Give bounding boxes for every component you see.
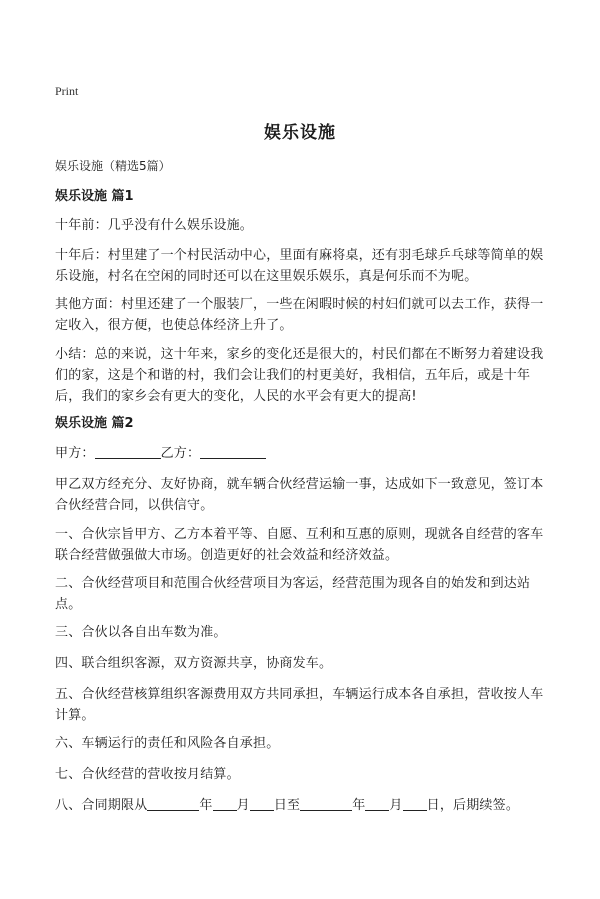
section-2-heading: 娱乐设施 篇2 (55, 416, 134, 431)
section-2-paragraph-2: 一、合伙宗旨甲方、乙方本着平等、自愿、互利和互惠的原则，现就各自经营的客车联合经营做强做大市场。创造更好的社会效益和经济效益。 (55, 527, 544, 563)
print-link[interactable]: Print (55, 84, 79, 98)
end-month-blank (365, 797, 389, 811)
term-day-to: 日至 (273, 798, 301, 813)
term-prefix: 八、合同期限从 (55, 798, 148, 813)
start-day-blank (250, 797, 274, 811)
party-b-blank (200, 445, 266, 459)
section-2-paragraph-8: 七、合伙经营的营收按月结算。 (55, 767, 240, 782)
page-subtitle: 娱乐设施（精选5篇） (55, 159, 171, 173)
term-month-2: 月 (389, 798, 403, 813)
end-day-blank (403, 797, 427, 811)
term-month-1: 月 (236, 798, 250, 813)
party-a-label: 甲方： (55, 446, 95, 461)
section-1-paragraph-1: 十年前：几乎没有什么娱乐设施。 (55, 218, 254, 233)
section-2-paragraph-7: 六、车辆运行的责任和风险各自承担。 (55, 736, 280, 751)
section-1-paragraph-4: 小结：总的来说，这十年来，家乡的变化还是很大的，村民们都在不断努力着建设我们的家，这是个和谐的村，我们会让我们的村更美好，我相信，五年后，或是十年后，我们的家乡会有更大的变化，人民的水平会有更大的提高! (55, 347, 544, 404)
section-1-paragraph-2: 十年后：村里建了一个村民活动中心，里面有麻将桌，还有羽毛球乒乓球等简单的娱乐设施，村名在空闲的同时还可以在这里娱乐娱乐，真是何乐而不为呢。 (55, 248, 544, 284)
contract-term-line (55, 795, 555, 816)
start-month-blank (213, 797, 237, 811)
party-line (55, 443, 555, 464)
section-2-paragraph-1: 甲乙双方经充分、友好协商，就车辆合伙经营运输一事，达成如下一致意见，签订本合伙经营合同，以供信守。 (55, 477, 544, 513)
term-suffix: 日，后期续签。 (426, 798, 520, 813)
party-a-blank (95, 445, 161, 459)
start-year-blank (147, 797, 199, 811)
section-2-paragraph-3: 二、合伙经营项目和范围合伙经营项目为客运，经营范围为现各自的始发和到达站点。 (55, 576, 531, 612)
section-2-paragraph-5: 四、联合组织客源，双方资源共享，协商发车。 (55, 656, 333, 671)
term-year-1: 年 (199, 798, 213, 813)
section-2-paragraph-4: 三、合伙以各自出车数为准。 (55, 625, 227, 640)
section-1-heading: 娱乐设施 篇1 (55, 189, 134, 204)
party-b-label: 乙方： (160, 446, 201, 461)
section-1-paragraph-3: 其他方面：村里还建了一个服装厂，一些在闲暇时候的村妇们就可以去工作，获得一定收入，很方便，也使总体经济上升了。 (55, 297, 544, 333)
term-year-2: 年 (352, 798, 366, 813)
end-year-blank (300, 797, 352, 811)
page-title: 娱乐设施 (264, 123, 336, 143)
section-2-paragraph-6: 五、合伙经营核算组织客源费用双方共同承担，车辆运行成本各自承担，营收按人车计算。 (55, 687, 544, 723)
